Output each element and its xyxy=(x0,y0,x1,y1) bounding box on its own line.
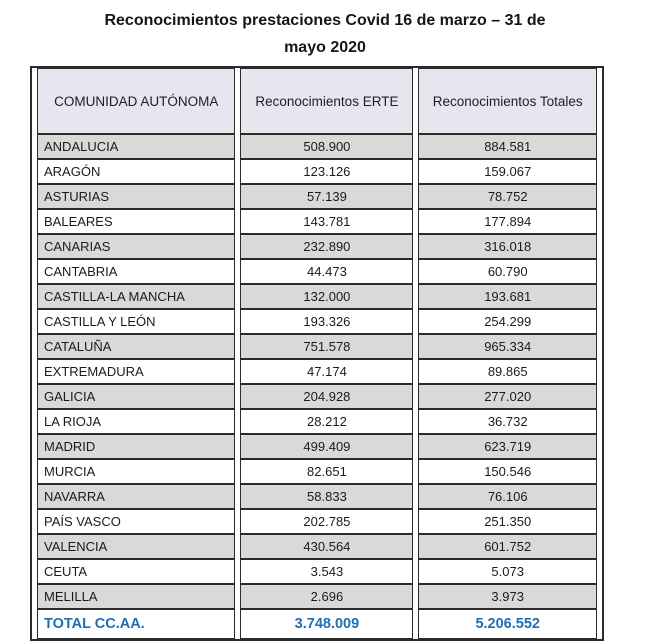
page-title xyxy=(0,0,650,61)
table-row xyxy=(37,209,597,234)
cell-erte-value: 193.326 xyxy=(240,309,413,334)
table-row xyxy=(37,534,597,559)
cell-community: ASTURIAS xyxy=(37,184,235,209)
cell-erte-value: 202.785 xyxy=(240,509,413,534)
cell-totals-value: 60.790 xyxy=(418,259,597,284)
cell-erte-value: 44.473 xyxy=(240,259,413,284)
table-row xyxy=(37,584,597,609)
cell-totals-value: 3.973 xyxy=(418,584,597,609)
cell-community: CEUTA xyxy=(37,559,235,584)
cell-community: CASTILLA Y LEÓN xyxy=(37,309,235,334)
cell-totals-value: 76.106 xyxy=(418,484,597,509)
cell-totals-value: 193.681 xyxy=(418,284,597,309)
cell-community: MELILLA xyxy=(37,584,235,609)
table-row xyxy=(37,134,597,159)
cell-erte-value: 430.564 xyxy=(240,534,413,559)
total-row-erte-value: 3.748.009 xyxy=(240,609,413,639)
cell-totals-value: 36.732 xyxy=(418,409,597,434)
table-row xyxy=(37,559,597,584)
cell-community: CANTABRIA xyxy=(37,259,235,284)
cell-community: GALICIA xyxy=(37,384,235,409)
table-body xyxy=(37,134,597,609)
table-row xyxy=(37,284,597,309)
cell-erte-value: 204.928 xyxy=(240,384,413,409)
cell-community: CASTILLA-LA MANCHA xyxy=(37,284,235,309)
page-title-line1: Reconocimientos prestaciones Covid 16 de marzo – 31 de xyxy=(104,12,546,29)
table-row xyxy=(37,384,597,409)
column-header-erte: Reconocimientos ERTE xyxy=(240,68,413,134)
cell-erte-value: 2.696 xyxy=(240,584,413,609)
cell-erte-value: 58.833 xyxy=(240,484,413,509)
cell-totals-value: 251.350 xyxy=(418,509,597,534)
table-row xyxy=(37,484,597,509)
cell-community: PAÍS VASCO xyxy=(37,509,235,534)
table-row xyxy=(37,359,597,384)
cell-erte-value: 499.409 xyxy=(240,434,413,459)
cell-erte-value: 232.890 xyxy=(240,234,413,259)
cell-erte-value: 508.900 xyxy=(240,134,413,159)
cell-community: CANARIAS xyxy=(37,234,235,259)
cell-community: ARAGÓN xyxy=(37,159,235,184)
cell-community: EXTREMADURA xyxy=(37,359,235,384)
cell-totals-value: 277.020 xyxy=(418,384,597,409)
cell-totals-value: 623.719 xyxy=(418,434,597,459)
cell-erte-value: 28.212 xyxy=(240,409,413,434)
cell-community: NAVARRA xyxy=(37,484,235,509)
cell-community: BALEARES xyxy=(37,209,235,234)
cell-community: LA RIOJA xyxy=(37,409,235,434)
table-row xyxy=(37,459,597,484)
table-row xyxy=(37,434,597,459)
total-row-label: TOTAL CC.AA. xyxy=(37,609,235,639)
cell-erte-value: 751.578 xyxy=(240,334,413,359)
cell-erte-value: 143.781 xyxy=(240,209,413,234)
cell-totals-value: 5.073 xyxy=(418,559,597,584)
cell-community: ANDALUCIA xyxy=(37,134,235,159)
cell-erte-value: 123.126 xyxy=(240,159,413,184)
covid-recognitions-table xyxy=(32,68,602,639)
cell-erte-value: 82.651 xyxy=(240,459,413,484)
cell-erte-value: 57.139 xyxy=(240,184,413,209)
table-row xyxy=(37,159,597,184)
table-row xyxy=(37,409,597,434)
table-row xyxy=(37,184,597,209)
table-row xyxy=(37,259,597,284)
cell-totals-value: 601.752 xyxy=(418,534,597,559)
column-header-totals: Reconocimientos Totales xyxy=(418,68,597,134)
cell-erte-value: 3.543 xyxy=(240,559,413,584)
table-row xyxy=(37,309,597,334)
cell-totals-value: 78.752 xyxy=(418,184,597,209)
total-row xyxy=(37,609,597,639)
column-header-community: COMUNIDAD AUTÓNOMA xyxy=(37,68,235,134)
cell-erte-value: 132.000 xyxy=(240,284,413,309)
page-title-line2: mayo 2020 xyxy=(284,39,366,56)
table-row xyxy=(37,334,597,359)
covid-recognitions-table-frame xyxy=(30,66,604,641)
cell-totals-value: 965.334 xyxy=(418,334,597,359)
cell-totals-value: 89.865 xyxy=(418,359,597,384)
cell-community: VALENCIA xyxy=(37,534,235,559)
cell-totals-value: 316.018 xyxy=(418,234,597,259)
cell-totals-value: 254.299 xyxy=(418,309,597,334)
table-row xyxy=(37,509,597,534)
total-row-totals-value: 5.206.552 xyxy=(418,609,597,639)
cell-community: MADRID xyxy=(37,434,235,459)
table-header-row xyxy=(37,68,597,134)
cell-totals-value: 159.067 xyxy=(418,159,597,184)
cell-community: MURCIA xyxy=(37,459,235,484)
cell-totals-value: 177.894 xyxy=(418,209,597,234)
cell-community: CATALUÑA xyxy=(37,334,235,359)
cell-erte-value: 47.174 xyxy=(240,359,413,384)
cell-totals-value: 884.581 xyxy=(418,134,597,159)
cell-totals-value: 150.546 xyxy=(418,459,597,484)
table-row xyxy=(37,234,597,259)
